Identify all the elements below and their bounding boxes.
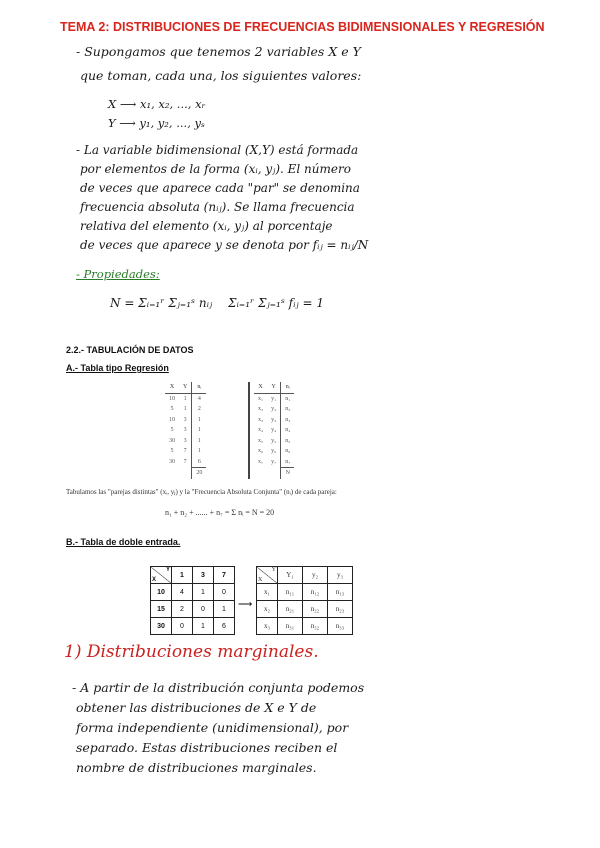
sum-formula: n₁ + n₂ + ...... + n₇ = Σ nᵢ = N = 20: [165, 508, 275, 517]
section-heading-doble-entrada: B.- Tabla de doble entrada.: [66, 537, 181, 547]
tabulation-description: Tabulamos las "parejas distintas" (xᵢ, yⱼ) y la "Frecuencia Absoluta Conjunta" (nᵢ) de cada pareja:: [66, 488, 337, 496]
cell-n: n₁: [281, 393, 295, 404]
cell: 1: [193, 584, 214, 601]
formula-n-sum: N = Σᵢ₌₁ʳ Σⱼ₌₁ˢ nᵢⱼ: [110, 296, 213, 310]
cell: 2: [172, 601, 193, 618]
marginal-heading: 1) Distribuciones marginales.: [64, 642, 319, 662]
cell-x: 10: [169, 395, 175, 402]
formula-f-sum: Σᵢ₌₁ʳ Σⱼ₌₁ˢ fᵢⱼ = 1: [228, 296, 325, 310]
note-def-line1: - La variable bidimensional (X,Y) está formada: [76, 143, 359, 157]
cell-x: 30: [169, 437, 175, 444]
cell: 1: [193, 618, 214, 635]
table-row: [165, 446, 206, 457]
table-row: [165, 425, 206, 436]
row-header: x₁: [257, 584, 278, 601]
column-header-y: Y: [267, 382, 281, 393]
note-def-line2: por elementos de la forma (xᵢ, yⱼ). El número: [80, 162, 351, 176]
note-properties-label: - Propiedades:: [76, 267, 160, 281]
cell-y: y₆: [271, 448, 277, 455]
corner-y-label: Y: [165, 567, 170, 573]
cell: n₃₃: [328, 618, 353, 635]
cell-x: 10: [169, 416, 175, 423]
cell-n: 2: [192, 404, 207, 415]
table-header-row: [254, 382, 294, 393]
row-header: 30: [151, 618, 172, 635]
row-header: 10: [151, 584, 172, 601]
cell-y: 3: [183, 416, 187, 423]
cell-x: 5: [170, 448, 174, 455]
cell: n₂₁: [278, 601, 303, 618]
marginal-line5: nombre de distribuciones marginales.: [76, 760, 317, 775]
cell-n: n₂: [281, 404, 295, 415]
table-total-row: [165, 468, 206, 479]
cell-y: y₂: [271, 406, 277, 413]
column-header: 3: [193, 567, 214, 584]
cell: 0: [193, 601, 214, 618]
cell: 4: [172, 584, 193, 601]
cell: 6: [214, 618, 235, 635]
double-entry-symbolic-container: [256, 566, 353, 635]
note-def-line6: de veces que aparece y se denota por fᵢⱼ = nᵢⱼ/N: [80, 238, 369, 252]
table-row: [254, 457, 294, 468]
cell-n: 1: [192, 425, 207, 436]
table-row: [165, 404, 206, 415]
corner-cell: [151, 567, 172, 584]
cell-n: 1: [192, 415, 207, 426]
cell-n: n₄: [281, 425, 295, 436]
column-header-n: nᵢ: [281, 382, 295, 393]
page-title: TEMA 2: DISTRIBUCIONES DE FRECUENCIAS BIDIMENSIONALES Y REGRESIÓN: [60, 20, 545, 34]
cell: n₁₂: [303, 584, 328, 601]
row-header: x₃: [257, 618, 278, 635]
corner-x-label: X: [152, 577, 157, 583]
cell-n: 4: [192, 393, 207, 404]
corner-x-label: X: [258, 577, 263, 583]
table-row: [257, 584, 353, 601]
double-entry-table: [150, 566, 235, 635]
cell-n: n₆: [281, 446, 295, 457]
column-header: y₃: [328, 567, 353, 584]
table-row: [254, 393, 294, 404]
cell-n: 1: [192, 436, 207, 447]
arrow-right-icon: ⟶: [238, 599, 253, 610]
row-header: 15: [151, 601, 172, 618]
cell-y: y₅: [271, 437, 277, 444]
section-heading-regresion: A.- Tabla tipo Regresión: [66, 363, 169, 373]
cell-x: 5: [170, 406, 174, 413]
table-row: [165, 436, 206, 447]
note-intro-line2: que toman, cada una, los siguientes valores:: [80, 68, 362, 83]
marginal-line3: forma independiente (unidimensional), por: [76, 720, 349, 735]
symbolic-table: [254, 382, 294, 479]
cell: n₁₃: [328, 584, 353, 601]
regression-table: [165, 382, 206, 479]
cell-total: 20: [192, 468, 207, 479]
table-header-row: [257, 567, 353, 584]
table-row: [254, 404, 294, 415]
corner-y-label: Y: [271, 567, 276, 573]
column-header-n: nᵢ: [192, 382, 207, 393]
cell-n: 6: [192, 457, 207, 468]
cell: n₃₁: [278, 618, 303, 635]
note-def-line4: frecuencia absoluta (nᵢⱼ). Se llama frecuencia: [80, 200, 355, 214]
table-header-row: [151, 567, 235, 584]
cell-x: x₃: [258, 416, 264, 423]
double-entry-symbolic-table: [256, 566, 353, 635]
marginal-line4: separado. Estas distribuciones reciben el: [76, 740, 338, 755]
column-header: 1: [172, 567, 193, 584]
cell: n₂₂: [303, 601, 328, 618]
cell-n: 1: [192, 446, 207, 457]
table-header-row: [165, 382, 206, 393]
column-header-x: X: [165, 382, 179, 393]
cell: 0: [214, 584, 235, 601]
column-header: y₂: [303, 567, 328, 584]
cell-x: x₄: [258, 427, 264, 434]
cell-y: y₃: [271, 416, 277, 423]
cell: 1: [214, 601, 235, 618]
column-header: 7: [214, 567, 235, 584]
cell-x: x₇: [258, 459, 264, 465]
cell: n₂₃: [328, 601, 353, 618]
table-row: [165, 393, 206, 404]
cell-y: 3: [183, 427, 187, 434]
cell-x: x₆: [258, 448, 264, 455]
column-header-x: X: [254, 382, 267, 393]
table-row: [254, 415, 294, 426]
cell-x: x₂: [258, 406, 264, 413]
cell-total: N: [281, 468, 295, 479]
column-header: Y₁: [278, 567, 303, 584]
cell-n: n₃: [281, 415, 295, 426]
double-entry-table-container: [150, 566, 235, 635]
cell-y: 7: [183, 459, 187, 465]
table-row: [151, 601, 235, 618]
cell: n₁₁: [278, 584, 303, 601]
table-row: [165, 415, 206, 426]
note-def-line3: de veces que aparece cada "par" se denomina: [80, 181, 360, 195]
cell-y: 3: [183, 437, 187, 444]
cell-x: x₁: [258, 395, 264, 402]
table-row: [165, 457, 206, 468]
table-row: [257, 618, 353, 635]
cell-x: 5: [170, 427, 174, 434]
cell-y: y₇: [271, 459, 277, 465]
cell-x: x₅: [258, 437, 264, 444]
table-row: [254, 446, 294, 457]
table-row: [151, 618, 235, 635]
cell-y: 1: [183, 406, 187, 413]
section-heading-tabulacion: 2.2.- TABULACIÓN DE DATOS: [66, 345, 194, 355]
note-intro-line1: - Supongamos que tenemos 2 variables X e Y: [76, 44, 361, 59]
corner-cell: [257, 567, 278, 584]
cell: n₃₂: [303, 618, 328, 635]
cell-n: n₇: [281, 457, 295, 468]
row-header: x₂: [257, 601, 278, 618]
cell-y: y₄: [271, 427, 277, 434]
note-y-values: Y ⟶ y₁, y₂, ..., yₛ: [108, 116, 205, 130]
note-def-line5: relativa del elemento (xᵢ, yⱼ) al porcentaje: [80, 219, 333, 233]
table-row: [254, 425, 294, 436]
table-total-row: [254, 468, 294, 479]
table-row: [151, 584, 235, 601]
regression-table-container: [165, 382, 206, 479]
marginal-line1: - A partir de la distribución conjunta podemos: [72, 680, 365, 695]
marginal-line2: obtener las distribuciones de X e Y de: [76, 700, 317, 715]
table-row: [257, 601, 353, 618]
note-x-values: X ⟶ x₁, x₂, ..., xᵣ: [108, 97, 206, 111]
cell-y: 1: [183, 395, 187, 402]
table-row: [254, 436, 294, 447]
cell-y: y₁: [271, 395, 277, 402]
cell: 0: [172, 618, 193, 635]
cell-y: 7: [183, 448, 187, 455]
cell-x: 30: [169, 459, 175, 465]
column-header-y: Y: [179, 382, 192, 393]
cell-n: n₅: [281, 436, 295, 447]
symbolic-table-container: [248, 382, 294, 479]
